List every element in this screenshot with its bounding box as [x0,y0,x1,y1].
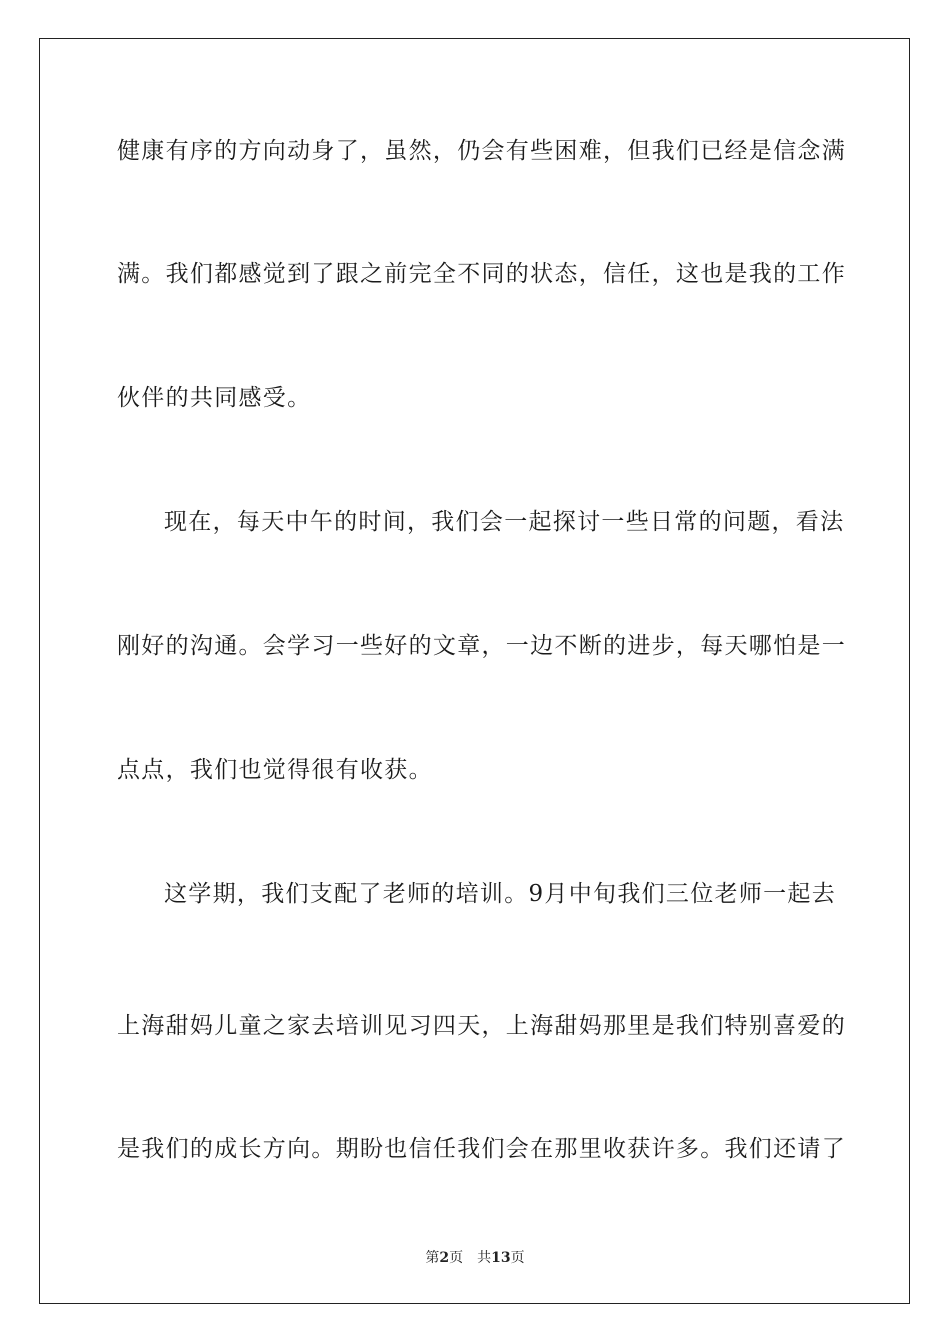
body-line-9: 是我们的成长方向。期盼也信任我们会在那里收获许多。我们还请了 [117,1136,846,1162]
body-line-6: 点点，我们也觉得很有收获。 [117,757,433,783]
footer-total-prefix: 共 [477,1250,492,1266]
footer-total-suffix: 页 [510,1250,525,1266]
body-line-5: 刚好的沟通。会学习一些好的文章，一边不断的进步，每天哪怕是一 [117,633,846,659]
page-frame [39,38,910,1304]
body-line-2: 满。我们都感觉到了跟之前完全不同的状态，信任，这也是我的工作 [117,261,846,287]
footer-page-suffix: 页 [449,1250,464,1266]
footer-page-total: 13 [491,1250,511,1266]
footer-page-prefix: 第 [425,1250,440,1266]
body-line-8: 上海甜妈儿童之家去培训见习四天，上海甜妈那里是我们特别喜爱的 [117,1013,846,1039]
body-line-3: 伙伴的共同感受。 [117,385,312,411]
body-line-4: 现在，每天中午的时间，我们会一起探讨一些日常的问题，看法 [164,509,845,535]
page-footer [0,1249,950,1267]
body-line-7: 这学期，我们支配了老师的培训。9月中旬我们三位老师一起去 [164,881,837,907]
footer-page-current: 2 [439,1250,450,1266]
body-line-1: 健康有序的方向动身了，虽然，仍会有些困难，但我们已经是信念满 [117,138,846,164]
